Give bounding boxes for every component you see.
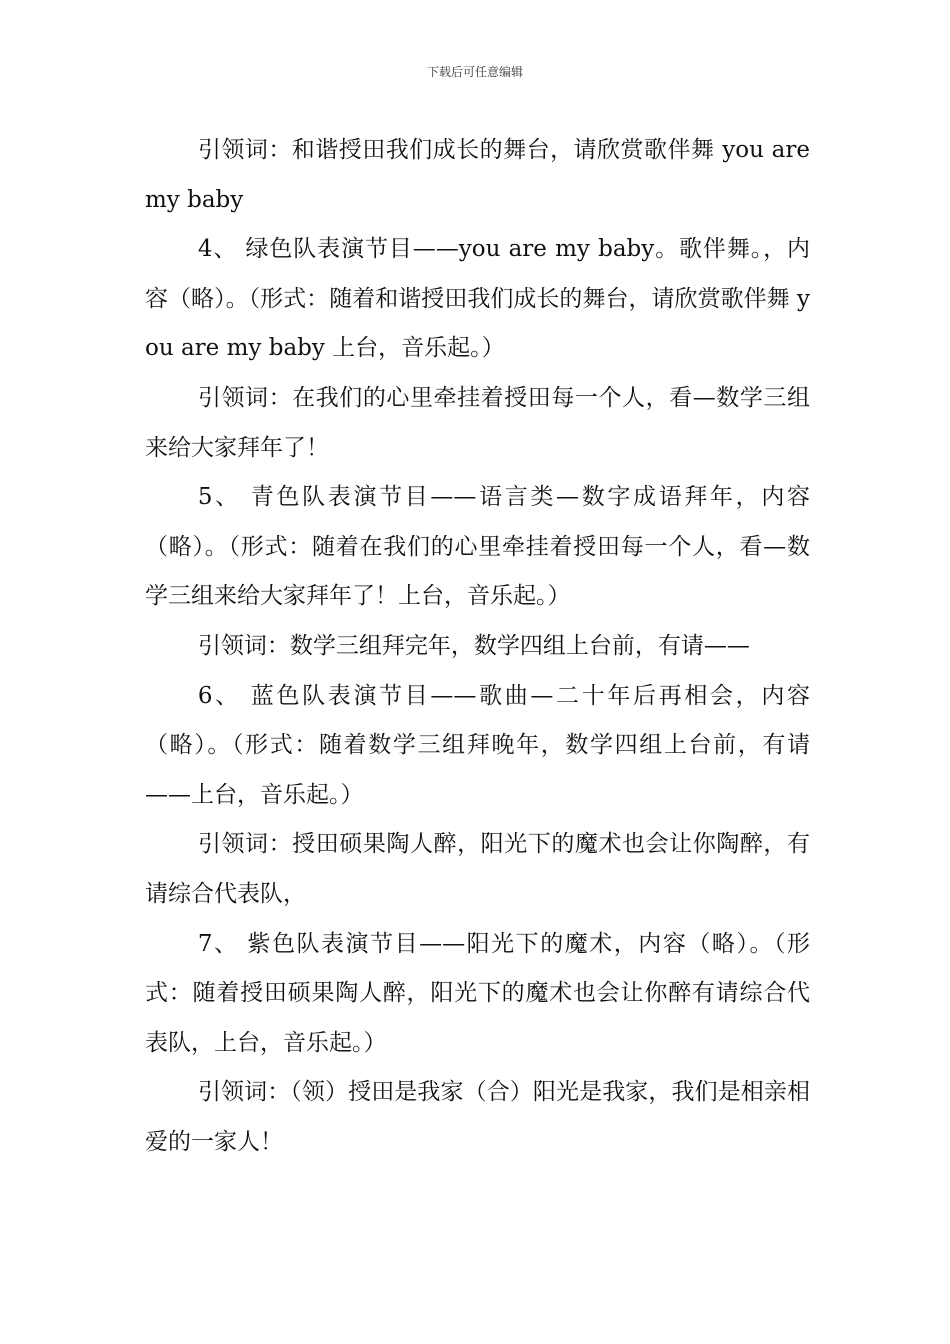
paragraph-item-5: 5、 青色队表演节目——语言类—数字成语拜年，内容（略）。（形式：随着在我们的心里牵挂着授田每一个人，看—数学三组来给大家拜年了！上台，音乐起。） [145,484,810,610]
paragraph-item-7: 7、 紫色队表演节目——阳光下的魔术，内容（略）。（形式：随着授田硕果陶人醉，阳光下的魔术也会让你醉有请综合代表队，上台，音乐起。） [145,930,810,1056]
paragraph-item-6: 6、 蓝色队表演节目——歌曲—二十年后再相会，内容（略）。（形式：随着数学三组拜晚年，数学四组上台前，有请——上台，音乐起。） [145,682,810,808]
paragraph-lead-in-5: 引领词：（领）授田是我家（合）阳光是我家，我们是相亲相爱的一家人！ [145,1079,810,1155]
page-header-note: 下载后可任意编辑 [426,65,523,79]
paragraph-lead-in-3: 引领词：数学三组拜完年，数学四组上台前，有请—— [197,632,750,659]
paragraph-lead-in-4: 引领词：授田硕果陶人醉，阳光下的魔术也会让你陶醉，有请综合代表队， [145,831,810,907]
paragraph-item-4: 4、 绿色队表演节目——you are my baby。歌伴舞。，内容（略）。（形式：随着和谐授田我们成长的舞台，请欣赏歌伴舞 you are my baby 上台，音乐起。） [145,236,810,362]
paragraph-lead-in-2: 引领词：在我们的心里牵挂着授田每一个人，看—数学三组来给大家拜年了！ [145,384,810,461]
document-body [145,126,810,1167]
paragraph-lead-in-1: 引领词：和谐授田我们成长的舞台，请欣赏歌伴舞 you are my baby [145,137,810,213]
